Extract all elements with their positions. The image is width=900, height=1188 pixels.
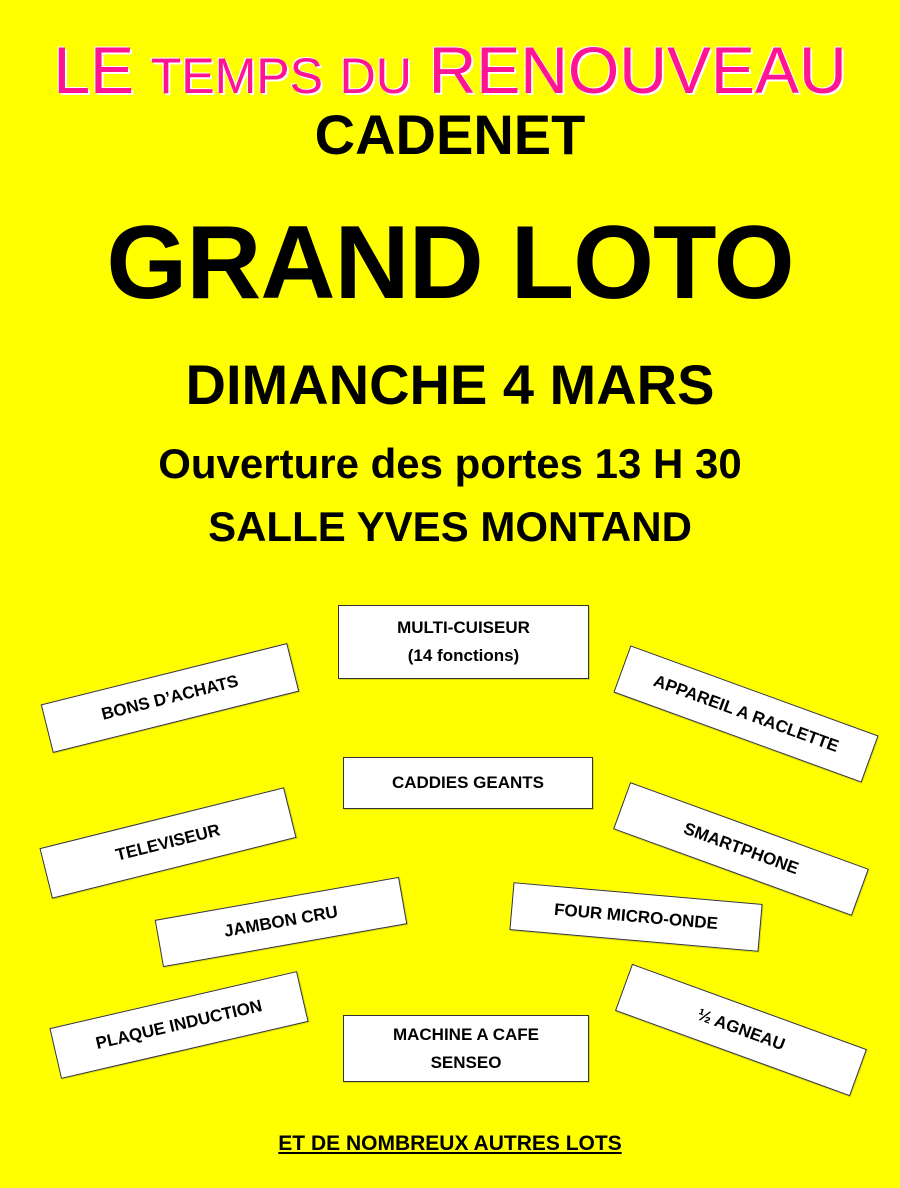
prize-four-micro-onde [509,882,762,952]
prize-multi-cuiseur [338,605,589,679]
event-date: DIMANCHE 4 MARS [185,353,715,416]
prize-label: JAMBON CRU [222,902,340,941]
organizer-word-4: RENOUVEAU [428,33,847,107]
prize-label: ½ AGNEAU [694,1004,788,1055]
doors-opening-time: Ouverture des portes 13 H 30 [158,440,742,487]
prize-demi-agneau [615,964,867,1096]
prize-label: BONS D’ACHATS [99,671,241,724]
prize-caddies-geants [343,757,593,809]
prize-jambon-cru [155,877,408,967]
prize-sublabel: (14 fonctions) [407,646,520,665]
prize-appareil-raclette [613,645,878,782]
prize-label: TELEVISEUR [113,820,222,865]
organizer-word-2: TEMPS [150,48,323,104]
footer-note: ET DE NOMBREUX AUTRES LOTS [278,1132,622,1155]
prize-label: APPAREIL A RACLETTE [651,671,842,756]
prize-televiseur [39,787,296,898]
prize-machine-cafe [343,1015,589,1082]
organizer-name [0,32,900,108]
organizer-word-1: LE [53,33,135,107]
city: CADENET [314,103,586,166]
prize-label: SMARTPHONE [681,818,802,879]
prize-label: FOUR MICRO-ONDE [553,899,719,934]
prize-sublabel: SENSEO [430,1052,502,1072]
event-title: GRAND LOTO [106,205,794,321]
prize-plaque-induction [49,971,308,1079]
prize-label: MACHINE A CAFE [392,1024,540,1044]
prize-label: CADDIES GEANTS [391,773,545,792]
prize-label: MULTI-CUISEUR [397,618,530,637]
organizer-word-3: DU [339,48,412,104]
prize-label: PLAQUE INDUCTION [93,996,264,1053]
prize-bons-achats [41,643,300,753]
venue: SALLE YVES MONTAND [208,503,692,550]
